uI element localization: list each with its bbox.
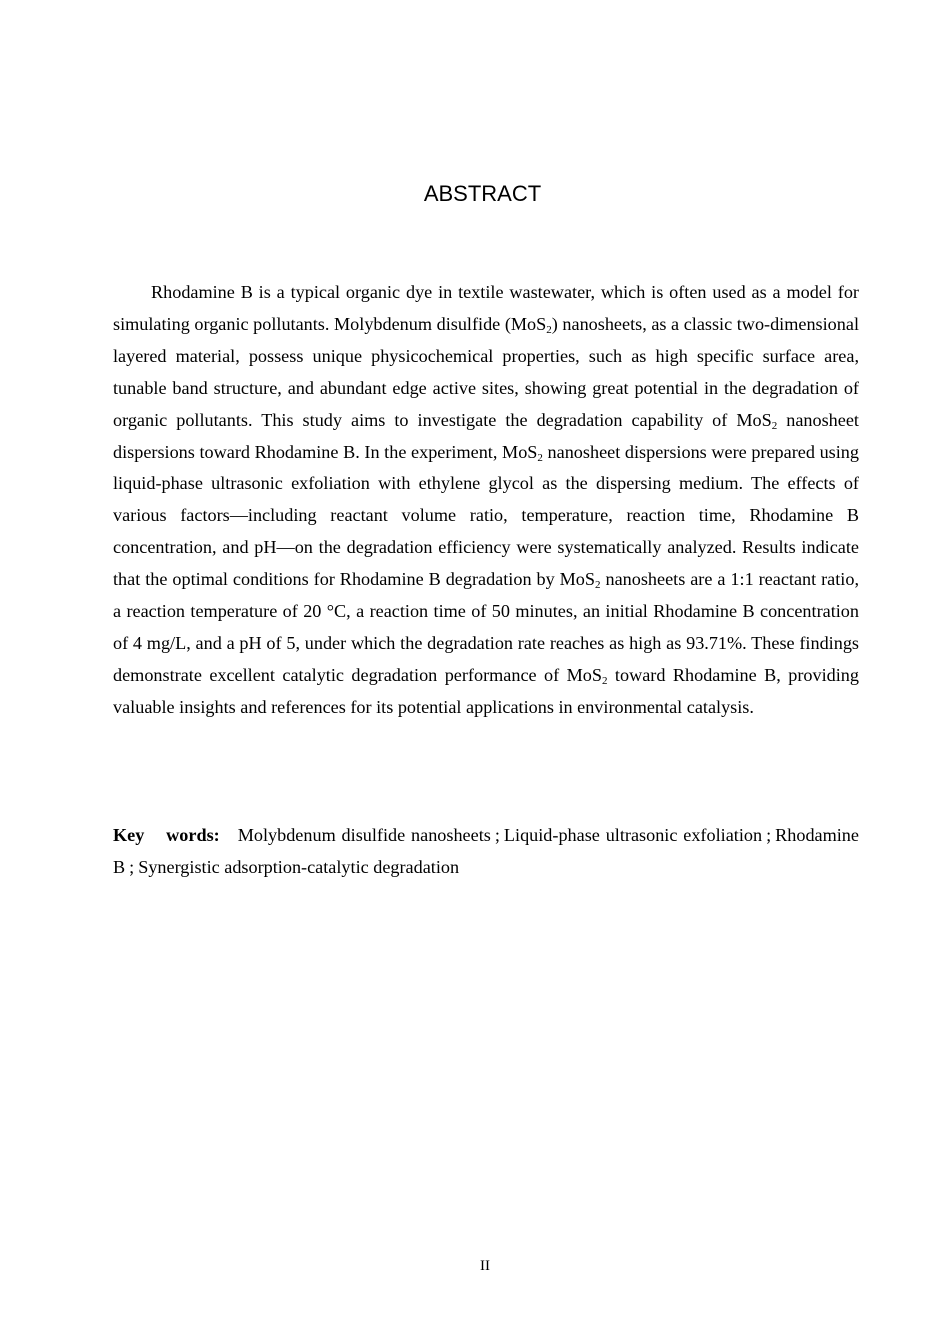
keyword-item: Molybdenum disulfide nanosheets [237,825,491,845]
mos2-subscript: 2 [602,674,608,687]
keyword-separator: ; [766,825,772,845]
mos2-subscript: 2 [595,579,601,592]
abstract-text-segment: nanosheets are a 1:1 reactant ratio, a reaction temperature of 20 °C, a reaction time of 50 minutes, an initial Rhodamine B concentration of 4 mg/L, and a pH of 5, under which the degradation rate reaches as high as 93.71%. These findings demonstrate excellent catalytic degradation performance of MoS [113,569,859,685]
mos2-subscript: 2 [771,419,778,432]
abstract-text-segment: nanosheet dispersions were prepared using liquid-phase ultrasonic exfoliation with ethylene glycol as the dispersing medium. The effects of various factors—including reactant volume ratio, temperature, reaction time, Rhodamine B concentration, and pH—on the degradation efficiency were systematically analyzed. Results indicate that the optimal conditions for Rhodamine B degradation by MoS [113,441,859,590]
abstract-paragraph [113,277,859,724]
keyword-item: Liquid-phase ultrasonic exfoliation [503,825,763,845]
keywords-line [113,819,859,883]
abstract-text-segment: ) nanosheets, as a classic two-dimensional layered material, possess unique physicochemical properties, such as high specific surface area, tunable band structure, and abundant edge active sites, showing great potential in the degradation of organic pollutants. This study aims to investigate the degradation capability of MoS [113,313,859,430]
page-number: II [480,1258,490,1274]
keyword-separator: ; [129,857,135,877]
abstract-text-segment: toward Rhodamine B, providing valuable insights and references for its potential applications in environmental catalysis. [113,664,859,717]
keyword-item: Rhodamine B [113,825,859,877]
keyword-separator: ; [494,825,500,845]
mos2-subscript: 2 [546,323,552,336]
abstract-text-segment: Rhodamine B is a typical organic dye in textile wastewater, which is often used as a model for simulating organic pollutants. Molybdenum disulfide (MoS [113,282,859,334]
abstract-title: ABSTRACT [423,181,542,206]
abstract-text-segment: nanosheet dispersions toward Rhodamine B. In the experiment, MoS [113,409,859,462]
keyword-item: Synergistic adsorption-catalytic degradation [138,857,460,877]
mos2-subscript: 2 [537,451,543,464]
keywords-label: Key words: [113,825,220,845]
